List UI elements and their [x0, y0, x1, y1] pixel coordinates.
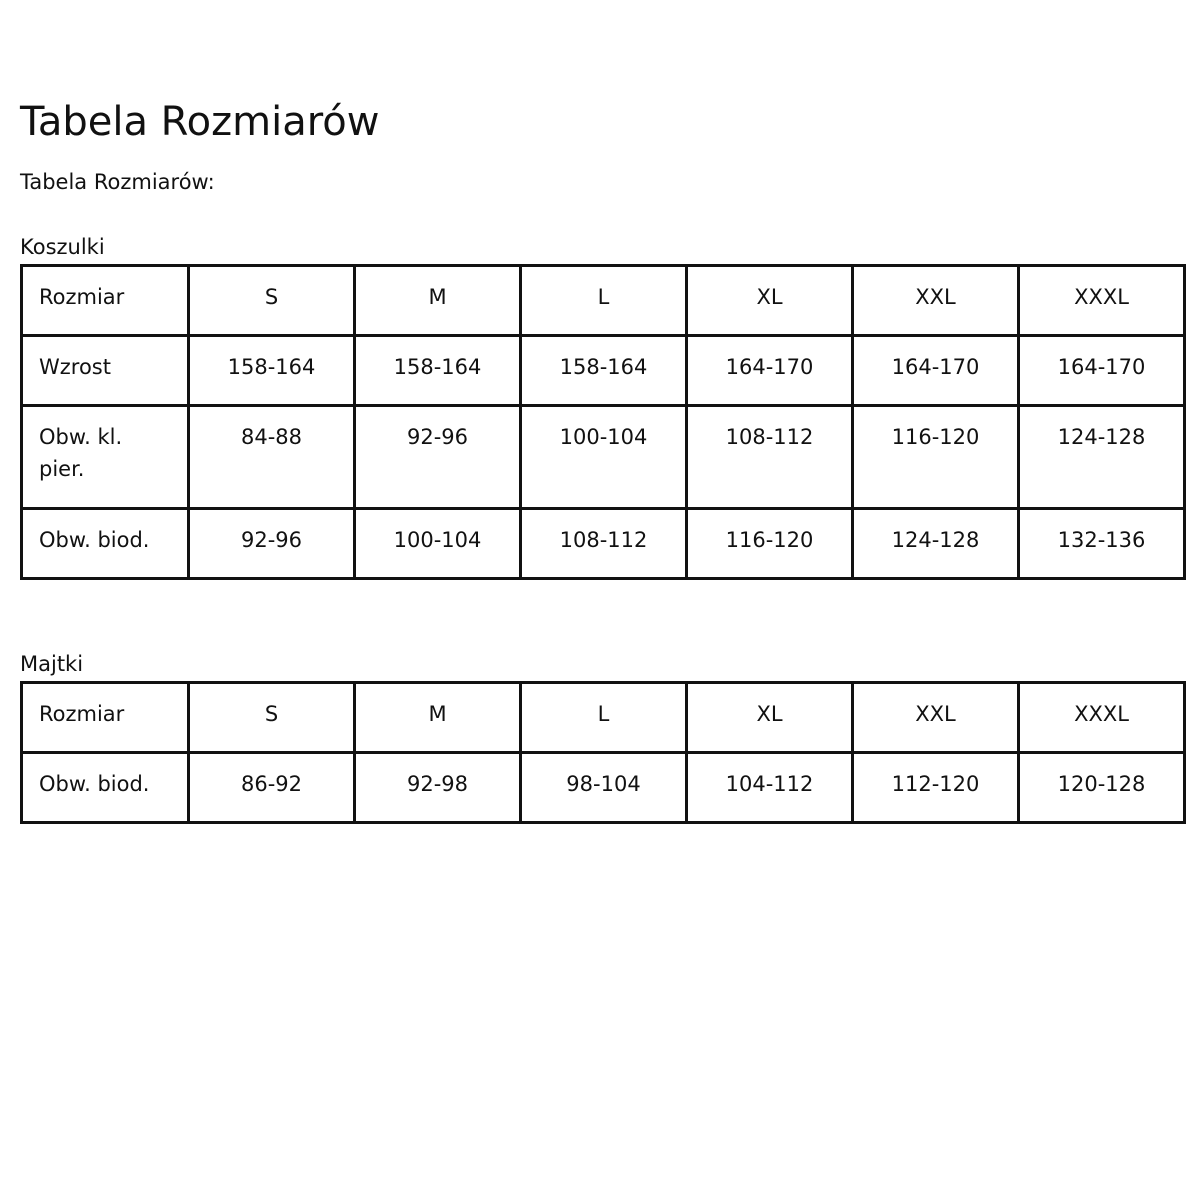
header-cell: L	[521, 683, 687, 753]
header-cell: XXXL	[1019, 266, 1185, 336]
header-cell: XXXL	[1019, 683, 1185, 753]
header-cell: XXL	[853, 683, 1019, 753]
table-row	[22, 336, 1185, 406]
table-cell: 124-128	[1019, 406, 1185, 509]
table-cell: 116-120	[853, 406, 1019, 509]
header-cell: XL	[687, 683, 853, 753]
table-cell: 92-98	[355, 753, 521, 823]
table-cell: 108-112	[521, 509, 687, 579]
section-label-majtki: Majtki	[20, 652, 84, 676]
intro-text: Tabela Rozmiarów:	[20, 170, 215, 194]
table-cell: 104-112	[687, 753, 853, 823]
table-cell: 158-164	[189, 336, 355, 406]
table-cell: 86-92	[189, 753, 355, 823]
table-header-row	[22, 683, 1185, 753]
size-table-koszulki	[20, 264, 1186, 580]
table-cell: 100-104	[355, 509, 521, 579]
row-label-cell: Obw. biod.	[22, 753, 189, 823]
header-cell: S	[189, 266, 355, 336]
page-title: Tabela Rozmiarów	[20, 99, 380, 145]
header-cell: M	[355, 266, 521, 336]
row-label-cell: Obw. kl. pier.	[22, 406, 189, 509]
table-cell: 112-120	[853, 753, 1019, 823]
row-label-cell: Obw. biod.	[22, 509, 189, 579]
table-cell: 164-170	[1019, 336, 1185, 406]
header-cell: XL	[687, 266, 853, 336]
table-cell: 92-96	[189, 509, 355, 579]
table-header-row	[22, 266, 1185, 336]
table-row	[22, 753, 1185, 823]
table-cell: 92-96	[355, 406, 521, 509]
table-cell: 158-164	[355, 336, 521, 406]
header-cell: L	[521, 266, 687, 336]
table-cell: 164-170	[853, 336, 1019, 406]
header-cell: M	[355, 683, 521, 753]
header-cell: XXL	[853, 266, 1019, 336]
table-cell: 158-164	[521, 336, 687, 406]
size-table-majtki	[20, 681, 1186, 824]
table-cell: 100-104	[521, 406, 687, 509]
table-row	[22, 509, 1185, 579]
table-cell: 116-120	[687, 509, 853, 579]
table-cell: 108-112	[687, 406, 853, 509]
table-cell: 84-88	[189, 406, 355, 509]
table-cell: 132-136	[1019, 509, 1185, 579]
table-cell: 124-128	[853, 509, 1019, 579]
section-label-koszulki: Koszulki	[20, 235, 105, 259]
table-cell: 120-128	[1019, 753, 1185, 823]
row-label-cell: Wzrost	[22, 336, 189, 406]
header-cell: S	[189, 683, 355, 753]
table-cell: 98-104	[521, 753, 687, 823]
header-cell: Rozmiar	[22, 266, 189, 336]
table-cell: 164-170	[687, 336, 853, 406]
header-cell: Rozmiar	[22, 683, 189, 753]
table-row	[22, 406, 1185, 509]
